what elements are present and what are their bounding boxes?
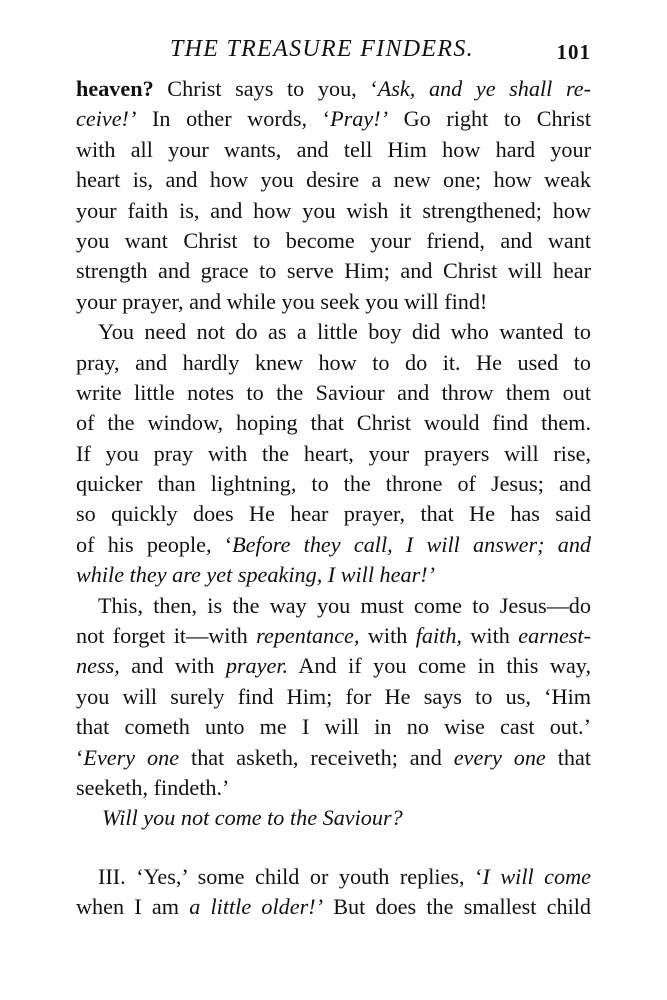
- text-line: of the window, hoping that Christ would find them.: [76, 410, 591, 436]
- text-line: with all your wants, and tell Him how hard your: [76, 136, 591, 162]
- text-line: ness, and with prayer. And if you come in this way,: [76, 653, 591, 679]
- text-line: write little notes to the Saviour and throw them out: [76, 379, 591, 405]
- text-line: If you pray with the heart, your prayers will rise,: [76, 440, 591, 466]
- text-line: when I am a little older!’ But does the smallest child: [76, 894, 591, 920]
- book-page: [76, 34, 591, 923]
- text-line: III. ‘Yes,’ some child or youth replies, ‘I will come: [98, 863, 591, 889]
- body-text: [76, 74, 591, 923]
- text-line: quicker than lightning, to the throne of Jesus; and: [76, 471, 591, 497]
- text-line: of his people, ‘Before they call, I will answer; and: [76, 531, 592, 557]
- text-line: heaven? Christ says to you, ‘Ask, and ye shall re-: [76, 76, 591, 101]
- text-line: you want Christ to become your friend, and want: [76, 227, 591, 253]
- text-line: ceive!’ In other words, ‘Pray!’ Go right to Christ: [76, 106, 591, 132]
- text-line: your prayer, and while you seek you will find!: [76, 288, 488, 314]
- closing-question: Will you not come to the Saviour?: [102, 805, 403, 831]
- page-number: 101: [556, 40, 591, 64]
- text-line: heart is, and how you desire a new one; how weak: [76, 167, 591, 193]
- text-line: seeketh, findeth.’: [76, 774, 230, 800]
- text-line: so quickly does He hear prayer, that He has said: [76, 501, 591, 527]
- text-line: You need not do as a little boy did who wanted to: [98, 319, 591, 345]
- text-line: ‘Every one that asketh, receiveth; and every one that: [76, 744, 591, 770]
- text-line: pray, and hardly knew how to do it. He used to: [76, 349, 591, 375]
- running-title: THE TREASURE FINDERS.: [170, 36, 474, 62]
- text-line: not forget it—with repentance, with faith, with earnest-: [76, 623, 591, 649]
- text-line: while they are yet speaking, I will hear!’: [76, 562, 436, 588]
- text-line: you will surely find Him; for He says to us, ‘Him: [76, 683, 591, 709]
- page-header: [76, 34, 591, 74]
- text-line: This, then, is the way you must come to Jesus—do: [98, 592, 591, 618]
- text-line: that cometh unto me I will in no wise cast out.’: [76, 714, 591, 740]
- text-line: your faith is, and how you wish it strengthened; how: [76, 197, 591, 223]
- text-line: strength and grace to serve Him; and Christ will hear: [76, 258, 591, 284]
- section-gap: [76, 834, 591, 862]
